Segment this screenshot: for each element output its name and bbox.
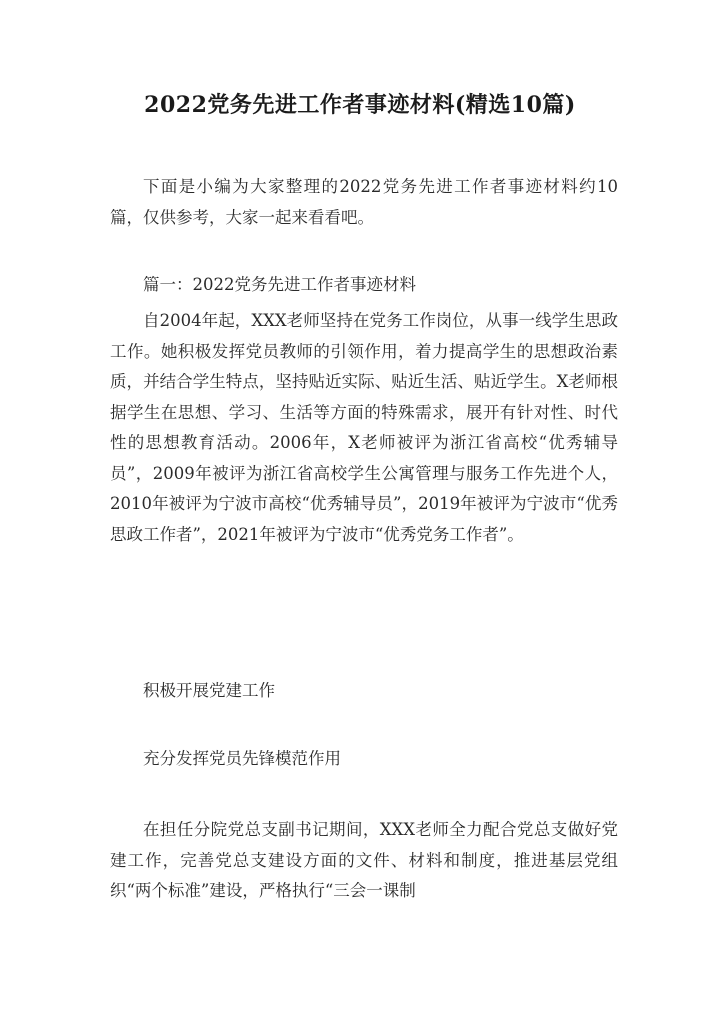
subheading-party-building: 积极开展党建工作 <box>143 681 275 700</box>
section-heading: 篇一：2022党务先进工作者事迹材料 <box>143 275 416 294</box>
body-paragraph-2: 在担任分院党总支副书记期间，XXX老师全力配合党总支做好党建工作，完善党总支建设方面的文件、材料和制度，推进基层党组织“两个标准”建设，严格执行“三会一课制 <box>110 820 618 900</box>
subheading-vanguard-role: 充分发挥党员先锋模范作用 <box>143 749 341 768</box>
intro-paragraph: 下面是小编为大家整理的2022党务先进工作者事迹材料约10篇，仅供参考，大家一起来看看吧。 <box>110 177 618 227</box>
document-title: 2022党务先进工作者事迹材料(精选10篇) <box>144 92 576 118</box>
body-paragraph: 自2004年起，XXX老师坚持在党务工作岗位，从事一线学生思政工作。她积极发挥党员教师的引领作用，着力提高学生的思想政治素质，并结合学生特点，坚持贴近实际、贴近生活、贴近学生。X老师根据学生在思想、学习、生活等方面的特殊需求，展开有针对性、时代性的思想教育活动。2006年，X老师被评为浙江省高校“优秀辅导员”，2009年被评为浙江省高校学生公寓管理与服务工作先进个人，2010年被评为宁波市高校“优秀辅导员”，2019年被评为宁波市“优秀思政工作者”，2021年被评为宁波市“优秀党务工作者”。 <box>110 311 618 544</box>
